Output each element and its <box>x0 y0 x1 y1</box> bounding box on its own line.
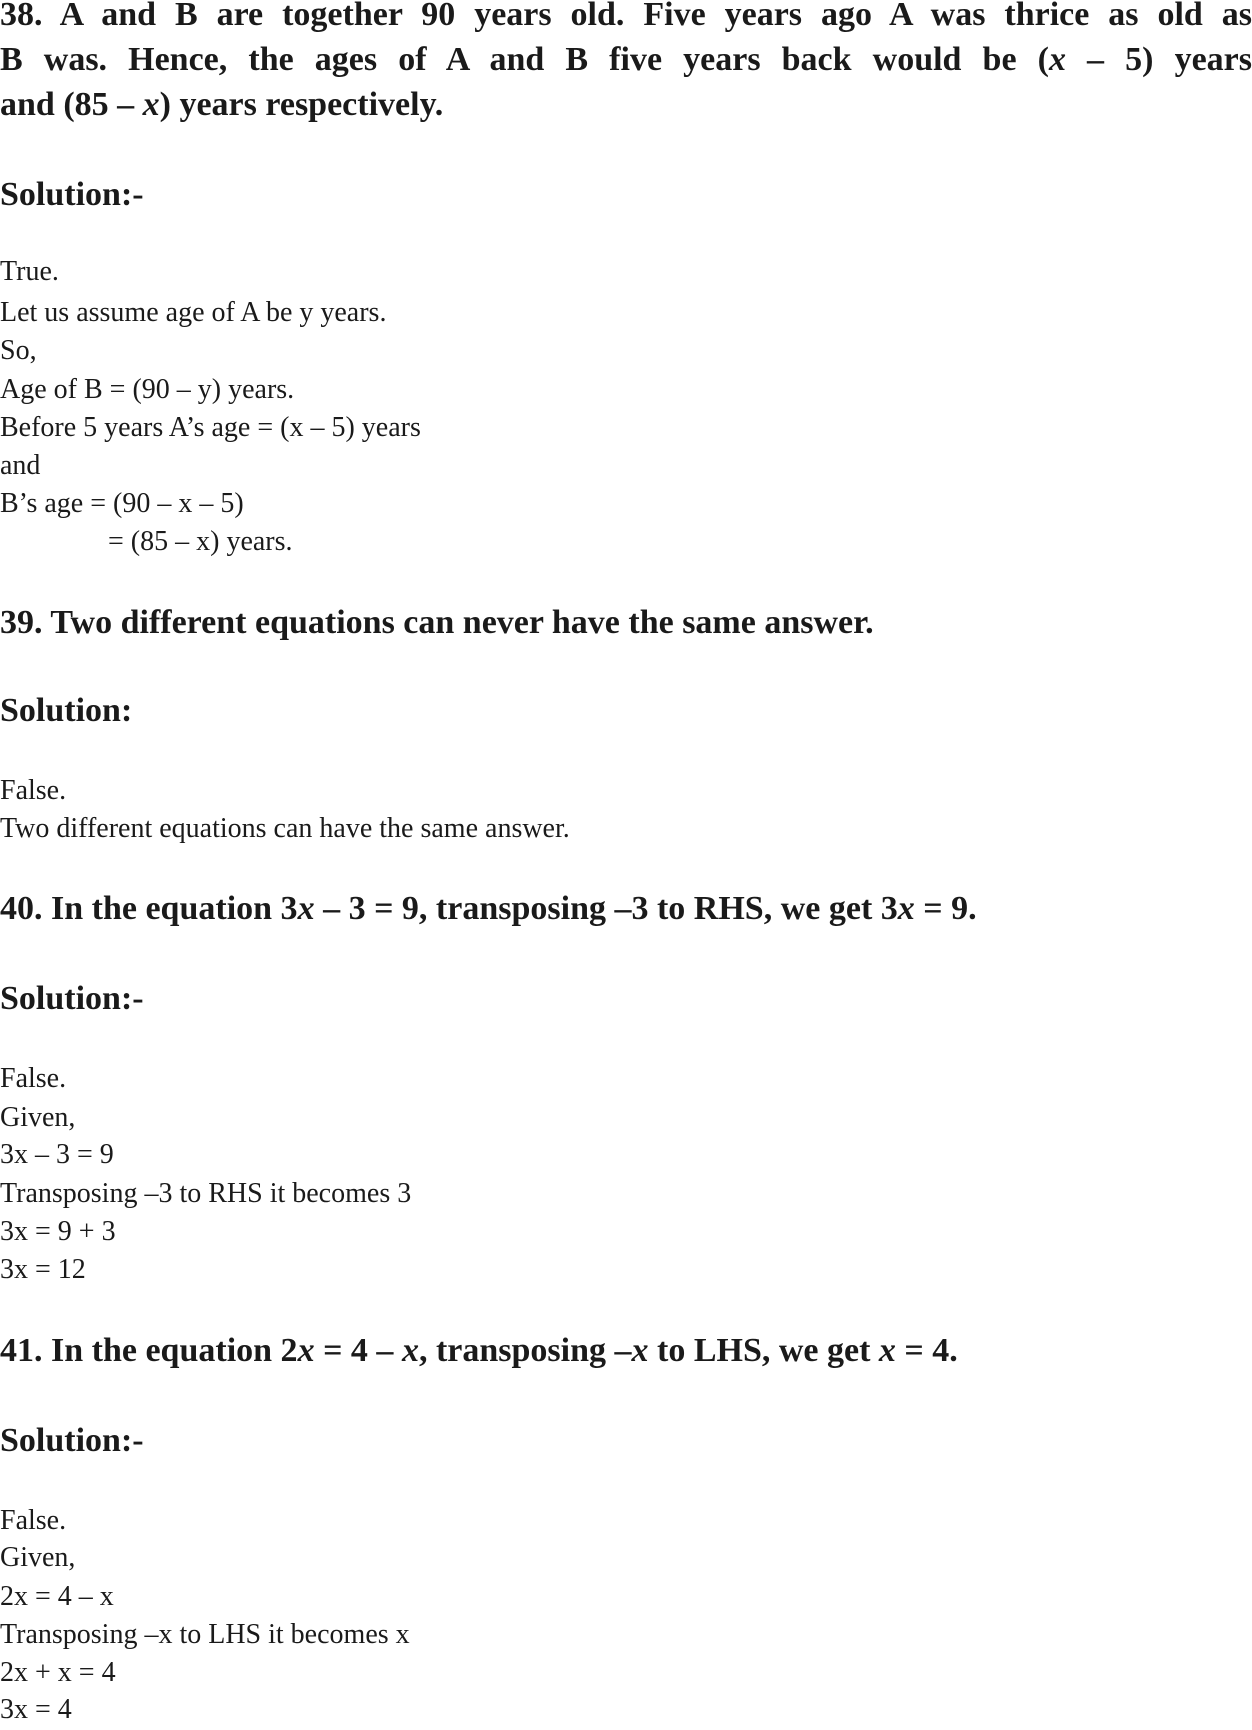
solution-heading: Solution:- <box>0 176 144 213</box>
text: , transposing – <box>418 1332 632 1369</box>
solution-line: False. <box>0 1505 67 1536</box>
solution-heading: Solution: <box>0 692 133 729</box>
question-39-title: 39. Two different equations can never have the same answer. <box>0 604 874 641</box>
solution-line: 3x – 3 = 9 <box>0 1139 114 1170</box>
variable: x <box>401 1332 419 1369</box>
variable: x <box>142 86 160 123</box>
variable: x <box>631 1332 649 1369</box>
solution-line: False. <box>0 775 67 806</box>
solution-line: 3x = 12 <box>0 1254 86 1285</box>
solution-line: So, <box>0 335 37 366</box>
solution-line: Given, <box>0 1102 76 1133</box>
solution-heading: Solution:- <box>0 1422 144 1459</box>
text: ) years respectively. <box>159 86 444 123</box>
solution-line: False. <box>0 1063 67 1094</box>
question-38-line-2 <box>0 40 1252 80</box>
solution-line: 3x = 9 + 3 <box>0 1216 116 1247</box>
solution-line: Before 5 years A’s age = (x – 5) years <box>0 412 421 443</box>
text: 41. In the equation 2 <box>0 1332 298 1369</box>
text: to LHS, we get <box>648 1332 879 1369</box>
variable: x <box>878 1332 896 1369</box>
solution-line: = (85 – x) years. <box>108 526 293 557</box>
solution-line: Transposing –3 to RHS it becomes 3 <box>0 1178 412 1209</box>
text: 40. In the equation 3 <box>0 890 298 927</box>
question-38-line-3 <box>0 85 443 125</box>
solution-line: 2x + x = 4 <box>0 1657 116 1688</box>
variable: x <box>897 890 915 927</box>
solution-line: B’s age = (90 – x – 5) <box>0 488 244 519</box>
text: = 9. <box>914 890 977 927</box>
question-38-line-1: 38. A and B are together 90 years old. Five years ago A was thrice as old as <box>0 0 1252 33</box>
text: = 4 – <box>314 1332 402 1369</box>
variable: x <box>297 890 315 927</box>
solution-line: True. <box>0 256 59 287</box>
solution-line: Age of B = (90 – y) years. <box>0 374 295 405</box>
text: – 5) years <box>1065 41 1252 78</box>
text: = 4. <box>895 1332 958 1369</box>
solution-line: Transposing –x to LHS it becomes x <box>0 1619 410 1650</box>
solution-line: and <box>0 450 41 481</box>
solution-line: Given, <box>0 1542 76 1573</box>
text: – 3 = 9, transposing –3 to RHS, we get 3 <box>314 890 898 927</box>
variable: x <box>297 1332 315 1369</box>
solution-heading: Solution:- <box>0 980 144 1017</box>
solution-line: 3x = 4 <box>0 1694 72 1725</box>
question-40-title <box>0 889 977 929</box>
text: B was. Hence, the ages of A and B five years back would be ( <box>0 41 1049 78</box>
variable: x <box>1048 41 1066 78</box>
text: and (85 – <box>0 86 143 123</box>
question-41-title <box>0 1331 958 1371</box>
solution-line: Let us assume age of A be y years. <box>0 297 387 328</box>
solution-line: 2x = 4 – x <box>0 1581 114 1612</box>
solution-line: Two different equations can have the same answer. <box>0 813 570 844</box>
